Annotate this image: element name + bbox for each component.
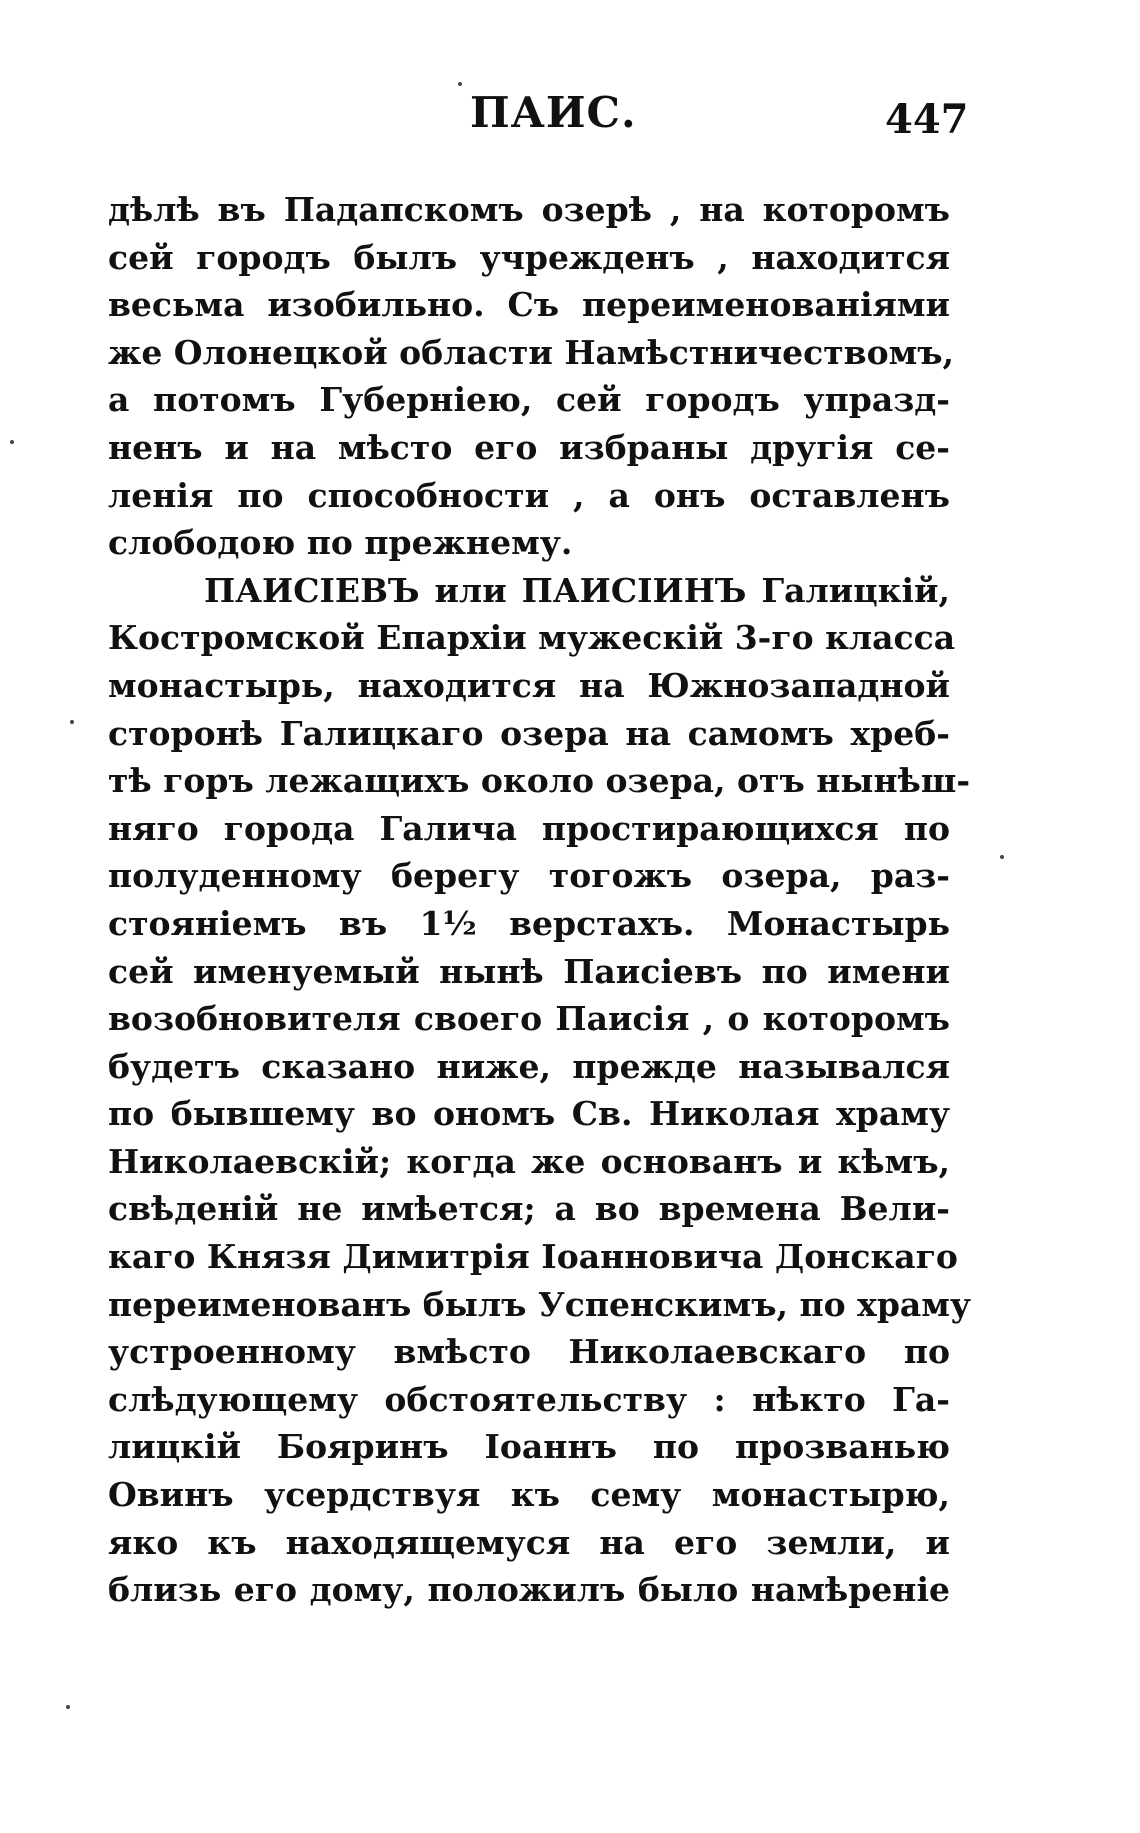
- text-line: близь его дому, положилъ было намѣреніе: [108, 1570, 950, 1610]
- text-line: возобновителя своего Паисія , о которомъ: [108, 999, 950, 1039]
- scan-speck: [458, 82, 462, 86]
- text-line: Николаевскій; когда же основанъ и кѣмъ,: [108, 1141, 950, 1181]
- text-line: ленія по способности , а онъ оставленъ: [108, 475, 950, 515]
- text-line: стояніемъ въ 1½ верстахъ. Монастырь: [108, 903, 950, 943]
- text-line: монастырь, находится на Южнозападной: [108, 665, 950, 705]
- text-line: Костромской Епархіи мужескій 3-го класса: [108, 618, 956, 658]
- text-line: сторонѣ Галицкаго озера на самомъ хреб-: [108, 713, 950, 753]
- text-line: лицкій Бояринъ Іоаннъ по прозванью: [108, 1427, 950, 1467]
- scan-speck: [1000, 855, 1004, 859]
- text-line: устроенному вмѣсто Николаевскаго по: [108, 1332, 950, 1372]
- text-line: каго Князя Димитрія Іоанновича Донскаго: [108, 1237, 958, 1277]
- text-line: яко къ находящемуся на его земли, и: [108, 1522, 950, 1562]
- scan-speck: [70, 720, 74, 724]
- text-line: будетъ сказано ниже, прежде назывался: [108, 1046, 950, 1086]
- paragraph-start-line: ПАИСІЕВЪ или ПАИСІИНЪ Галицкій,: [204, 570, 950, 610]
- text-line: ненъ и на мѣсто его избраны другія се-: [108, 427, 950, 467]
- text-line: Овинъ усердствуя къ сему монастырю,: [108, 1475, 950, 1515]
- body-text: [108, 186, 972, 1614]
- text-line: а потомъ Губерніею, сей городъ упразд-: [108, 380, 950, 420]
- text-line: слободою по прежнему.: [108, 523, 573, 563]
- text-line: весьма изобильно. Съ переименованіями: [108, 285, 950, 325]
- text-line: же Олонецкой области Намѣстничествомъ,: [108, 332, 955, 372]
- scan-speck: [10, 440, 14, 444]
- text-line: дѣлѣ въ Падапскомъ озерѣ , на которомъ: [108, 190, 950, 229]
- text-line: слѣдующему обстоятельству : нѣкто Га-: [108, 1379, 950, 1419]
- text-line: няго города Галича простирающихся по: [108, 808, 950, 848]
- page-number: 447: [885, 96, 969, 143]
- scan-speck: [66, 1705, 70, 1709]
- running-title: ПАИС.: [470, 88, 637, 137]
- text-line: сей городъ былъ учрежденъ , находится: [108, 237, 950, 277]
- text-line: сей именуемый нынѣ Паисіевъ по имени: [108, 951, 950, 991]
- text-line: переименованъ былъ Успенскимъ, по храму: [108, 1284, 972, 1324]
- text-line: свѣденій не имѣется; а во времена Вели-: [108, 1189, 950, 1229]
- text-line: полуденному берегу тогожъ озера, раз-: [108, 856, 950, 896]
- text-line: тѣ горъ лежащихъ около озера, отъ нынѣш-: [108, 761, 971, 801]
- text-line: по бывшему во ономъ Св. Николая храму: [108, 1094, 950, 1134]
- running-head: [0, 88, 1140, 152]
